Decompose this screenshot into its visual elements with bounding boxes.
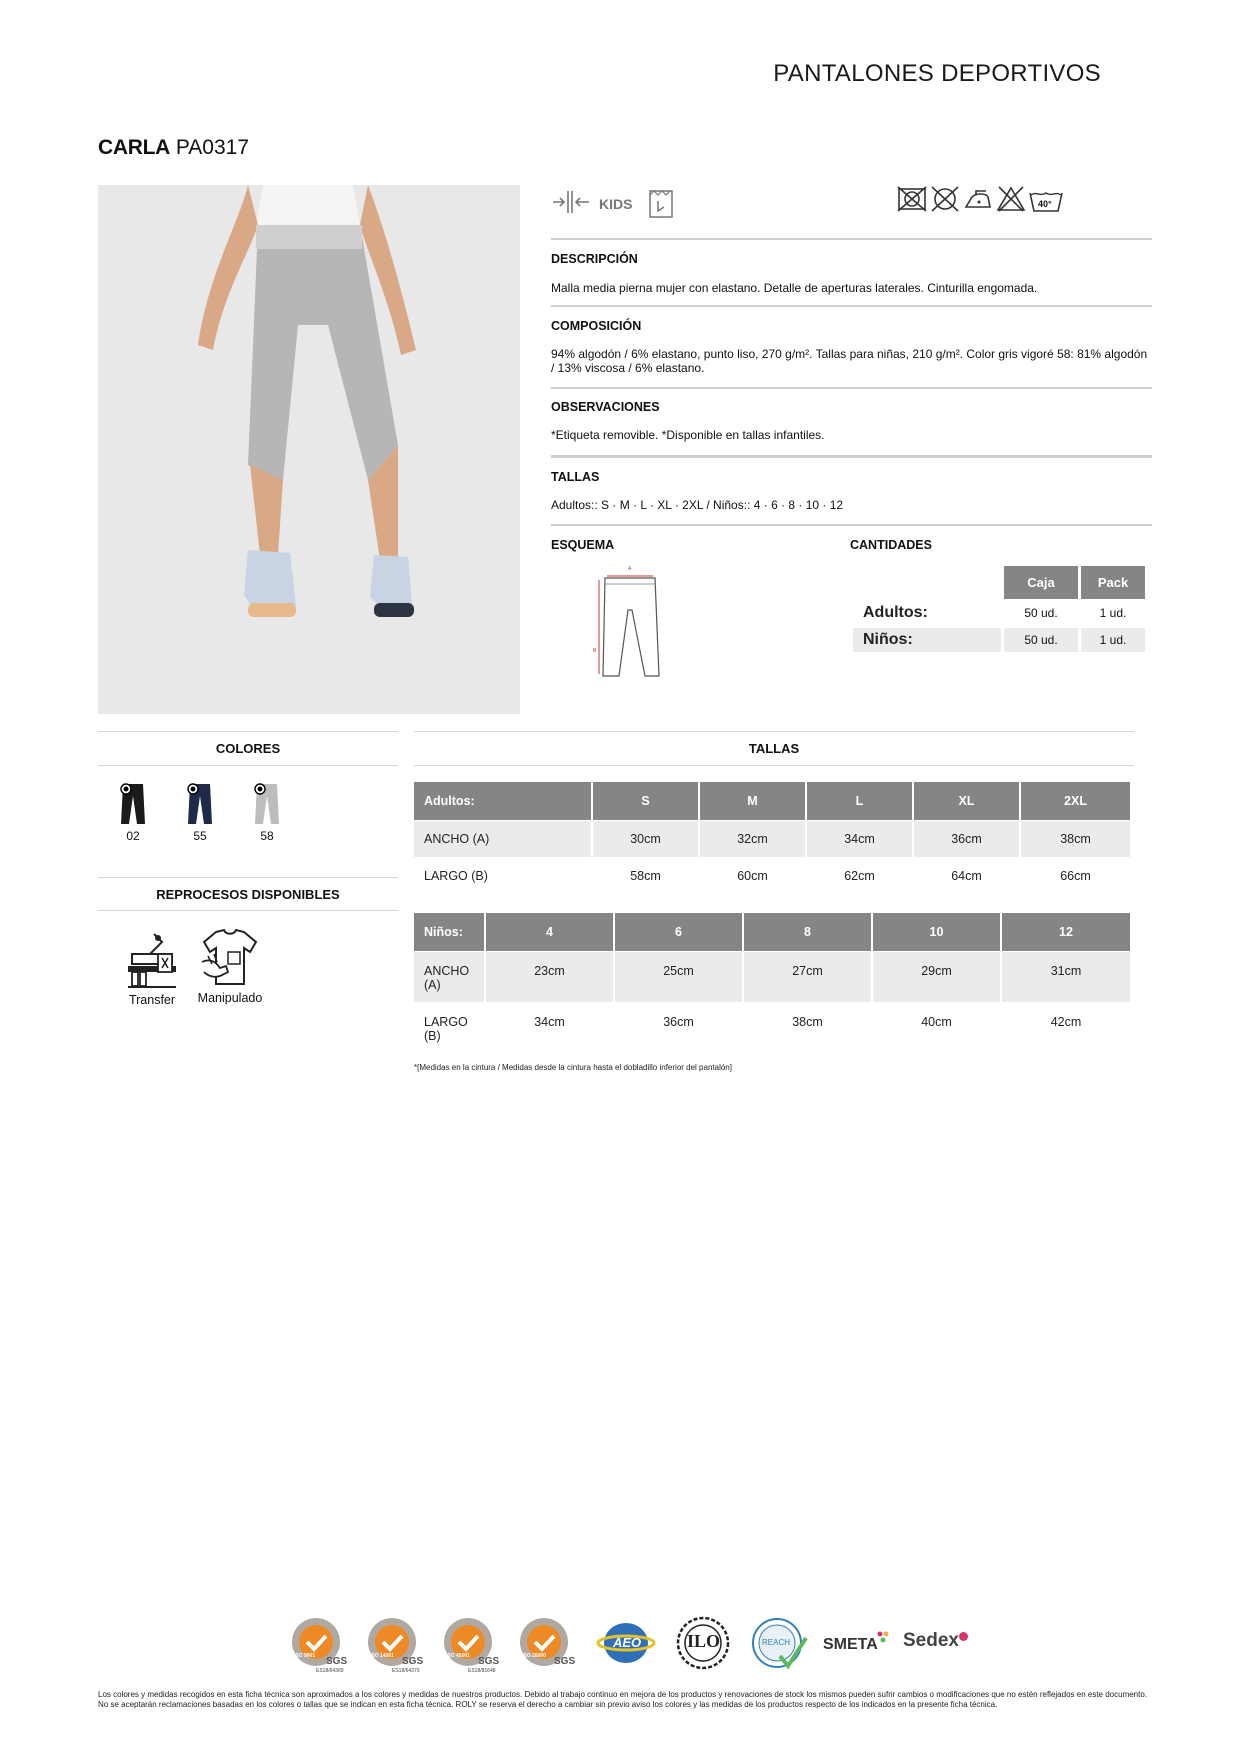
divider [98,765,398,766]
color-swatch-55[interactable] [180,782,220,843]
sgs-label: SGS [554,1656,576,1667]
size-value: 36cm [914,821,1019,857]
qty-header-caja: Caja [1004,566,1078,599]
qty-caja-value: 50 ud. [1024,606,1058,620]
size-value: 29cm [873,952,1000,1002]
tallas-label: TALLAS [551,470,600,484]
ilo-label: ILO [687,1631,721,1651]
sgs-id: ES18/64370 [392,1668,420,1674]
size-row-label: ANCHO (A) [414,821,591,857]
reach-label: REACH [762,1638,791,1647]
sgs-std: ISO 14001 [370,1653,394,1659]
size-header-group: Adultos: [414,782,591,820]
pants-schema-diagram [575,566,675,680]
size-header: 4 [486,913,613,951]
observaciones-text: *Etiqueta removible. *Disponible en tallas infantiles. [551,428,825,442]
product-title [98,136,249,160]
color-swatch-58[interactable] [247,782,287,843]
reach-logo [750,1616,808,1674]
product-photo [98,185,520,714]
sgs-id: ES18/81648 [468,1668,496,1674]
sedex-logo [903,1630,959,1652]
composicion-label: COMPOSICIÓN [551,319,642,333]
tearaway-label-icon [646,185,676,224]
qty-pack-value: 1 ud. [1099,606,1127,620]
divider [98,731,398,732]
sedex-dot-icon [959,1632,968,1641]
size-footnote: *[Medidas en la cintura / Medidas desde la cintura hasta el dobladillo inferior del pantalón] [414,1063,732,1072]
cantidades-label: CANTIDADES [850,538,932,552]
quantities-table [853,566,1150,658]
sgs-label: SGS [478,1656,500,1667]
sedex-label: Sedex [903,1630,959,1651]
descripcion-text: Malla media pierna mujer con elastano. Detalle de aperturas laterales. Cinturilla engomada. [551,281,1038,295]
elastic-stretch-icon [551,187,591,222]
size-header-group: Niños: [414,913,484,951]
sgs-std: ISO 26000 [522,1653,546,1659]
qty-row-label: Adultos: [863,604,928,621]
size-header: 6 [615,913,742,951]
reproceso-transfer [120,930,184,1007]
sgs-iso-9001-badge [290,1616,352,1676]
size-header: 8 [744,913,871,951]
divider [551,238,1152,240]
color-swatches [98,782,398,842]
wash-40-icon [1028,187,1064,215]
size-value: 42cm [1050,1015,1082,1029]
reproceso-label: Manipulado [197,991,263,1005]
size-header: 12 [1002,913,1130,951]
size-header: XL [914,782,1019,820]
size-value: 64cm [951,869,982,883]
divider [551,305,1152,307]
divider [551,387,1152,389]
observaciones-label: OBSERVACIONES [551,400,660,414]
size-value: 36cm [663,1015,694,1029]
color-code: 55 [193,829,207,843]
disclaimer-text: Los colores y medidas recogidos en esta ficha técnica son aproximados a los colores y medidas de nuestros productos. Debido al trabajo continuo en mejora de los productos y renovaciones de stock los mismos pueden sufrir cambios o modificaciones que no estén reflejados en este documento. No se aceptarán reclamaciones basadas en los colores o tallas que se indican en esta ficha técnica. ROLY se reserva el derecho a cambiar sin previo aviso los colores y las medidas de los productos respecto de los indicados en la presente ficha técnica. [98,1690,1148,1709]
size-value: 31cm [1002,952,1130,1002]
descripcion-label: DESCRIPCIÓN [551,252,638,266]
sgs-id: ES18/64369 [316,1668,344,1674]
size-value: 60cm [737,869,768,883]
color-swatch-02[interactable] [113,782,153,843]
reproceso-label: Transfer [128,993,176,1007]
colores-title: COLORES [215,741,281,756]
size-value: 25cm [615,952,742,1002]
divider [414,765,1134,766]
sgs-iso-45001-badge [442,1616,504,1676]
size-value: 34cm [534,1015,565,1029]
qty-caja-value: 50 ud. [1004,628,1078,652]
divider [551,455,1152,458]
no-tumble-dry-icon [896,185,928,218]
color-code: 58 [260,829,274,843]
tallas-text: Adultos:: S · M · L · XL · 2XL / Niños:: 4 · 6 · 8 · 10 · 12 [551,498,844,512]
size-header: L [807,782,912,820]
size-value: 30cm [593,821,698,857]
divider [98,910,398,911]
sgs-label: SGS [326,1656,348,1667]
divider [551,524,1152,526]
qty-pack-value: 1 ud. [1081,628,1145,652]
product-code: PA0317 [175,136,250,159]
schema-mark-b: B [593,648,597,654]
low-iron-icon [962,185,994,218]
smeta-label: SMETA [823,1636,878,1653]
size-value: 38cm [1021,821,1130,857]
aeo-label: AEO [613,1635,642,1650]
category-title: PANTALONES DEPORTIVOS [773,60,1101,87]
qty-row-label: Niños: [853,628,1001,652]
sgs-label: SGS [402,1656,424,1667]
care-icons [896,186,1064,216]
size-header: 10 [873,913,1000,951]
reproceso-manipulado [190,926,270,1005]
reprocesos-title: REPROCESOS DISPONIBLES [156,887,340,902]
sgs-std: ISO 45001 [446,1653,470,1659]
kids-label: KIDS [599,196,633,212]
size-row-label: ANCHO (A) [414,952,484,1002]
sgs-iso-26000-badge [518,1616,580,1676]
qty-header-pack: Pack [1081,566,1145,599]
size-value: 32cm [700,821,805,857]
divider [414,731,1134,732]
smeta-logo [823,1636,878,1654]
size-value: 66cm [1060,869,1091,883]
wash-temp-label: 40° [1038,199,1052,209]
feature-icons [551,186,676,222]
size-value: 23cm [486,952,613,1002]
certification-logos [290,1616,980,1676]
size-row-label: LARGO (B) [424,869,488,883]
heat-press-icon [124,979,180,993]
size-value: 62cm [844,869,875,883]
composicion-text: 94% algodón / 6% elastano, punto liso, 270 g/m². Tallas para niñas, 210 g/m². Color gris vigoré 58: 81% algodón / 13% viscosa / 6% elastano. [551,347,1148,375]
smeta-dots-icon [877,1630,887,1640]
size-header: M [700,782,805,820]
size-table-adultos [414,782,1130,892]
product-name: CARLA [98,136,170,159]
no-dry-clean-icon [930,185,960,218]
divider [98,877,398,878]
size-table-ninos [414,913,1130,1048]
esquema-label: ESQUEMA [551,538,615,552]
sgs-std: ISO 9001 [294,1653,316,1659]
no-bleach-icon [996,185,1026,218]
size-value: 40cm [921,1015,952,1029]
size-value: 34cm [807,821,912,857]
tallas-table-title: TALLAS [748,741,800,756]
schema-mark-a: A [628,566,632,572]
color-code: 02 [126,829,140,843]
size-value: 27cm [744,952,871,1002]
aeo-logo [596,1620,656,1670]
size-header: S [593,782,698,820]
ilo-logo [674,1616,732,1672]
sgs-iso-14001-badge [366,1616,428,1676]
size-value: 38cm [792,1015,823,1029]
size-row-label: LARGO (B) [424,1015,468,1043]
size-value: 58cm [630,869,661,883]
size-header: 2XL [1021,782,1130,820]
